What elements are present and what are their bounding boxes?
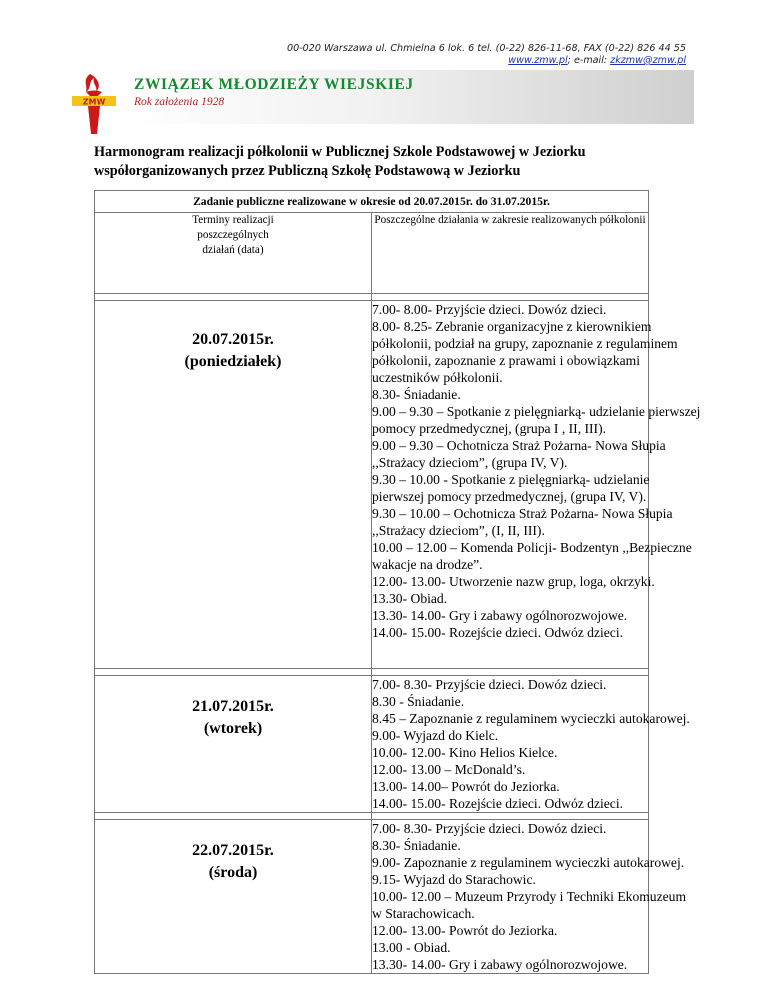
activity-line: 9.00- Wyjazd do Kielc. xyxy=(372,728,499,743)
activity-line: 7.00- 8.00- Przyjście dzieci. Dowóz dzieci. xyxy=(372,302,607,317)
table-banner-row xyxy=(95,191,649,213)
activity-line: ,,Strażacy dzieciom”, (I, II, III). xyxy=(372,523,545,538)
activity-line: 8.45 – Zapoznanie z regulaminem wycieczki autokarowej. xyxy=(372,711,690,726)
activity-line: 13.30- 14.00- Gry i zabawy ogólnorozwojowe. xyxy=(372,608,628,623)
activity-line: 13.30- Obiad. xyxy=(372,591,448,606)
day-weekday: (środa) xyxy=(208,864,258,881)
zmw-logo-icon xyxy=(68,70,120,138)
table-row xyxy=(95,301,649,669)
activity-line: w Starachowicach. xyxy=(372,906,475,921)
day-weekday: (poniedziałek) xyxy=(184,353,282,370)
organization-name: ZWIĄZEK MŁODZIEŻY WIEJSKIEJ xyxy=(134,76,414,93)
document-title xyxy=(94,143,714,181)
table-header-row xyxy=(95,213,649,294)
day-date: 20.07.2015r. xyxy=(192,331,274,348)
email-link[interactable]: zkzmw@zmw.pl xyxy=(610,55,686,66)
activity-line: 12.00- 13.00- Utworzenie nazw grup, loga, okrzyki. xyxy=(372,574,655,589)
header-text-line: działań (data) xyxy=(202,244,264,256)
activity-line: 13.00- 14.00– Powrót do Jeziorka. xyxy=(372,779,560,794)
activity-line: 12.00- 13.00- Powrót do Jeziorka. xyxy=(372,923,558,938)
activity-line: półkolonii, podział na grupy, zapoznanie z regulaminem xyxy=(372,336,678,351)
day-date: 22.07.2015r. xyxy=(192,842,274,859)
date-cell xyxy=(95,676,372,813)
date-cell xyxy=(95,301,372,669)
activity-line: 7.00- 8.30- Przyjście dzieci. Dowóz dzieci. xyxy=(372,821,607,836)
website-link[interactable]: www.zmw.pl xyxy=(508,55,568,66)
activity-line: 9.30 – 10.00 - Spotkanie z pielęgniarką- udzielanie xyxy=(372,472,650,487)
activity-line: 10.00- 12.00- Kino Helios Kielce. xyxy=(372,745,558,760)
activity-line: 14.00- 15.00- Rozejście dzieci. Odwóz dzieci. xyxy=(372,796,624,811)
email-label: ; e-mail: xyxy=(567,55,611,66)
activity-line: wakacje na drodze”. xyxy=(372,557,483,572)
activity-line: 7.00- 8.30- Przyjście dzieci. Dowóz dzieci. xyxy=(372,677,607,692)
activity-line: 10.00 – 12.00 – Komenda Policji- Bodzentyn ,,Bezpieczne xyxy=(372,540,692,555)
task-period-banner: Zadanie publiczne realizowane w okresie od 20.07.2015r. do 31.07.2015r. xyxy=(95,191,649,213)
activity-line: 8.30 - Śniadanie. xyxy=(372,694,465,709)
activity-line: 9.00 – 9.30 – Spotkanie z pielęgniarką- udzielanie pierwszej xyxy=(372,404,701,419)
title-line-2: współorganizowanych przez Publiczną Szkołę Podstawową w Jeziorku xyxy=(94,163,521,179)
schedule-table xyxy=(94,190,701,974)
table-row xyxy=(95,820,649,974)
activities-cell xyxy=(372,301,701,669)
title-line-1: Harmonogram realizacji półkolonii w Publicznej Szkole Podstawowej w Jeziorku xyxy=(94,144,586,160)
activity-line: 8.00- 8.25- Zebranie organizacyjne z kierownikiem xyxy=(372,319,652,334)
activities-cell xyxy=(372,676,690,813)
activity-line: 9.30 – 10.00 – Ochotnicza Straż Pożarna- Nowa Słupia xyxy=(372,506,673,521)
address-line: 00-020 Warszawa ul. Chmielna 6 lok. 6 tel. (0-22) 826-11-68, FAX (0-22) 826 44 55 xyxy=(287,43,686,54)
activity-line: 9.15- Wyjazd do Starachowic. xyxy=(372,872,536,887)
day-weekday: (wtorek) xyxy=(203,720,263,737)
activity-line: 14.00- 15.00- Rozejście dzieci. Odwóz dzieci. xyxy=(372,625,624,640)
founded-year: Rok założenia 1928 xyxy=(134,96,225,108)
table-row xyxy=(95,676,649,813)
letterhead-address xyxy=(287,43,686,67)
activity-line: ,,Strażacy dzieciom”, (grupa IV, V). xyxy=(372,455,568,470)
header-text-line: Terminy realizacji xyxy=(192,214,274,226)
activity-line: 13.30- 14.00- Gry i zabawy ogólnorozwojowe. xyxy=(372,957,628,972)
activity-line: 8.30- Śniadanie. xyxy=(372,387,461,402)
activities-cell xyxy=(372,820,687,974)
activity-line: 9.00- Zapoznanie z regulaminem wycieczki autokarowej. xyxy=(372,855,685,870)
activity-line: 10.00- 12.00 – Muzeum Przyrody i Techniki Ekomuzeum xyxy=(372,889,687,904)
dates-column-header xyxy=(95,213,372,294)
activity-line: 9.00 – 9.30 – Ochotnicza Straż Pożarna- Nowa Słupia xyxy=(372,438,666,453)
activities-column-header: Poszczególne działania w zakresie realizowanych półkolonii xyxy=(372,213,649,294)
spacer-row xyxy=(95,813,649,820)
activity-line: uczestników półkolonii. xyxy=(372,370,503,385)
activity-line: 8.30- Śniadanie. xyxy=(372,838,461,853)
activity-line: pierwszej pomocy przedmedycznej, (grupa IV, V). xyxy=(372,489,647,504)
contact-line xyxy=(287,55,686,67)
date-cell xyxy=(95,820,372,974)
spacer-row xyxy=(95,294,649,301)
activity-line: 12.00- 13.00 – McDonald’s. xyxy=(372,762,526,777)
activity-line: pomocy przedmedycznej, (grupa I , II, III). xyxy=(372,421,607,436)
header-text-line: poszczególnych xyxy=(197,229,269,241)
activity-line: półkolonii, zapoznanie z prawami i obowiązkami xyxy=(372,353,641,368)
logo-text: ZMW xyxy=(82,97,106,107)
activity-line: 13.00 - Obiad. xyxy=(372,940,451,955)
spacer-row xyxy=(95,669,649,676)
day-date: 21.07.2015r. xyxy=(192,698,274,715)
